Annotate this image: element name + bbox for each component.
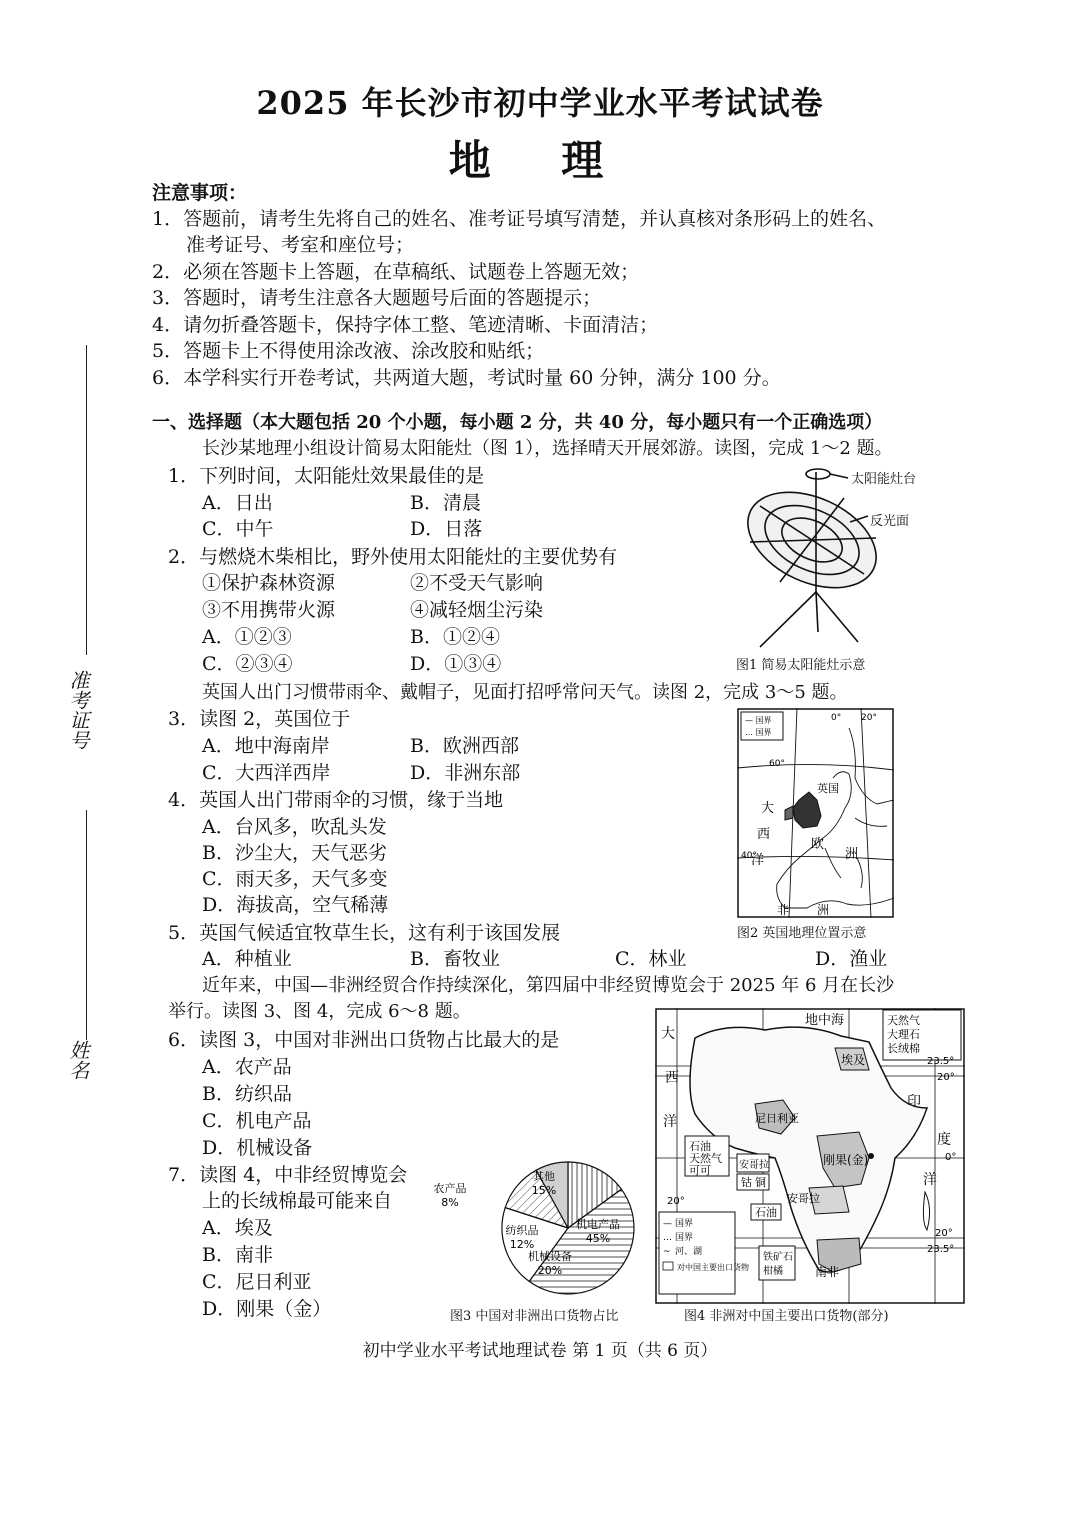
- option: C．中午: [202, 518, 274, 540]
- option: C．林业: [615, 948, 687, 970]
- legend-text: 河、湖: [675, 1247, 703, 1257]
- pie-label: 机电产品: [576, 1218, 620, 1231]
- nigeria-goods: 可可: [689, 1164, 711, 1177]
- option: ④减轻烟尘污染: [410, 599, 544, 621]
- pie-label: 纺织品: [505, 1224, 539, 1237]
- egypt-goods: 大理石: [887, 1028, 920, 1041]
- option: D．①③④: [410, 653, 502, 675]
- lat40-label: 40°: [741, 851, 757, 861]
- option: B．清晨: [410, 492, 481, 514]
- question-stem: 1．下列时间，太阳能灶效果最佳的是: [168, 465, 485, 487]
- uk-location-map: [737, 708, 894, 918]
- subject-title: 地 理: [448, 136, 632, 185]
- notice-item: 3．答题时，请考生注意各大题题号后面的答题提示；: [152, 287, 602, 309]
- option: B．南非: [202, 1244, 273, 1266]
- exam-number-label: 准考证号: [66, 670, 90, 750]
- pie-label: 45%: [585, 1232, 611, 1245]
- svg-text:—: —: [663, 1219, 672, 1229]
- option: ③不用携带火源: [202, 599, 336, 621]
- binding-line: [86, 345, 87, 655]
- fig4-caption: 图4 非洲对中国主要出口货物(部分): [684, 1309, 889, 1324]
- option: ①保护森林资源: [202, 572, 336, 594]
- egypt-goods: 长绒棉: [887, 1042, 920, 1055]
- notice-item: 6．本学科实行开卷考试，共两道大题，考试时量 60 分钟，满分 100 分。: [152, 367, 781, 389]
- indian-label: 度: [937, 1132, 951, 1148]
- option: D．日落: [410, 518, 483, 540]
- question-stem: 2．与燃烧木柴相比，野外使用太阳能灶的主要优势有: [168, 546, 618, 568]
- fig3-caption: 图3 中国对非洲出口货物占比: [450, 1309, 619, 1324]
- option: C．机电产品: [202, 1110, 312, 1132]
- option: ②不受天气影响: [410, 572, 544, 594]
- pie-label: 其他: [533, 1170, 555, 1183]
- notice-item: 准考证号、考室和座位号；: [186, 234, 415, 256]
- lat-label: 23.5°: [927, 1244, 955, 1255]
- lat-label: 0°: [945, 1152, 957, 1163]
- pie-label: 8%: [441, 1196, 459, 1209]
- ocean-label: 大: [761, 801, 775, 816]
- option: A．埃及: [202, 1217, 273, 1239]
- option: D．非洲东部: [410, 762, 521, 784]
- fig1-label-reflect: 反光面: [870, 514, 910, 529]
- lon-label: 20°: [667, 1196, 685, 1207]
- lat-label: 20°: [937, 1072, 955, 1083]
- zambia-goods: 铜: [755, 1176, 766, 1189]
- exam-title: 2025 年长沙市初中学业水平考试试卷: [256, 84, 824, 122]
- mediterranean-label: 地中海: [805, 1013, 845, 1028]
- legend-text: 对中国主要出口货物: [677, 1263, 749, 1272]
- fig1-label-stand: 太阳能灶台: [851, 472, 917, 487]
- option: C．大西洋西岸: [202, 762, 331, 784]
- nigeria-label: 尼日利亚: [755, 1112, 799, 1125]
- sa-goods: 柑橘: [763, 1266, 783, 1277]
- africa-export-map: [655, 1008, 965, 1304]
- intro-text: 长沙某地理小组设计简易太阳能灶（图 1），选择晴天开展郊游。读图，完成 1～2 题。: [202, 438, 893, 459]
- atlantic-label: 洋: [663, 1114, 677, 1130]
- option: B．纺织品: [202, 1083, 292, 1105]
- ocean-label: 洋: [751, 853, 765, 868]
- indian-label: 洋: [923, 1172, 937, 1188]
- question-stem: 4．英国人出门带雨伞的习惯，缘于当地: [168, 789, 504, 811]
- question-stem: 5．英国气候适宜牧草生长，这有利于该国发展: [168, 922, 561, 944]
- option: C．雨天多，天气多变: [202, 868, 388, 890]
- svg-text:— 国界: — 国界: [745, 716, 772, 725]
- drc-label: 刚果(金): [823, 1153, 869, 1167]
- lat-label: 20°: [935, 1228, 953, 1239]
- egypt-goods: 天然气: [887, 1014, 920, 1027]
- angola-goods: 石油: [755, 1206, 777, 1219]
- option: B．畜牧业: [410, 948, 500, 970]
- pie-label: 机械设备: [528, 1250, 572, 1263]
- europe-label: 洲: [845, 847, 859, 862]
- question-stem: 6．读图 3，中国对非洲出口货物占比最大的是: [168, 1029, 560, 1051]
- option: B．沙尘大，天气恶劣: [202, 842, 387, 864]
- uk-label: 英国: [817, 782, 839, 795]
- ocean-label: 西: [757, 827, 771, 842]
- lon0-label: 0°: [831, 713, 842, 723]
- intro-text: 近年来，中国—非洲经贸合作持续深化，第四届中非经贸博览会于 2025 年 6 月在长沙: [202, 975, 895, 996]
- fig1-caption: 图1 简易太阳能灶示意: [736, 658, 866, 673]
- option: D．机械设备: [202, 1137, 313, 1159]
- option: B．欧洲西部: [410, 735, 519, 757]
- sa-goods: 铁矿石: [763, 1252, 793, 1263]
- intro-text: 举行。读图 3、图 4，完成 6～8 题。: [168, 1001, 471, 1022]
- name-label: 姓名: [66, 1040, 90, 1080]
- option: A．农产品: [202, 1056, 292, 1078]
- nigeria-goods: 石油: [689, 1140, 711, 1153]
- solar-cooker-figure: [730, 462, 930, 662]
- export-pie-chart: [433, 1158, 650, 1300]
- page-footer: 初中学业水平考试地理试卷 第 1 页（共 6 页）: [362, 1341, 718, 1361]
- notice-item: 1．答题前，请考生先将自己的姓名、准考证号填写清楚，并认真核对条形码上的姓名、: [152, 208, 887, 230]
- binding-line: [86, 810, 87, 1040]
- legend-text: 国界: [675, 1219, 694, 1229]
- svg-text:~: ~: [663, 1247, 671, 1257]
- notice-item: 5．答题卡上不得使用涂改液、涂改胶和贴纸；: [152, 340, 545, 362]
- europe-label: 欧: [811, 837, 825, 852]
- notice-item: 4．请勿折叠答题卡，保持字体工整、笔迹清晰、卡面清洁；: [152, 314, 659, 336]
- indian-label: 印: [907, 1094, 921, 1110]
- lat-label: 23.5°: [927, 1056, 955, 1067]
- notice-heading: 注意事项：: [152, 182, 248, 204]
- zambia-goods: 钴: [741, 1176, 752, 1189]
- pie-label: 农产品: [433, 1182, 467, 1195]
- fig2-caption: 图2 英国地理位置示意: [737, 926, 867, 941]
- option: A．①②③: [202, 626, 292, 648]
- option: B．①②④: [410, 626, 500, 648]
- option: A．台风多，吹乱头发: [202, 816, 387, 838]
- intro-text: 英国人出门习惯带雨伞、戴帽子，见面打招呼常问天气。读图 2，完成 3～5 题。: [202, 682, 848, 703]
- option: A．种植业: [202, 948, 292, 970]
- southafrica-label: 南非: [815, 1265, 840, 1279]
- angola-label: 安哥拉: [787, 1192, 820, 1205]
- option: A．地中海南岸: [202, 735, 330, 757]
- svg-text:… 国界: … 国界: [745, 728, 772, 737]
- question-stem: 7．读图 4，中非经贸博览会: [168, 1164, 408, 1186]
- notice-item: 2．必须在答题卡上答题，在草稿纸、试题卷上答题无效；: [152, 261, 640, 283]
- lat60-label: 60°: [769, 759, 785, 769]
- option: A．日出: [202, 492, 273, 514]
- option: D．渔业: [815, 948, 888, 970]
- africa-label: 洲: [817, 903, 830, 917]
- africa-label: 非: [777, 903, 790, 917]
- option: D．刚果（金）: [202, 1298, 332, 1320]
- question-stem: 3．读图 2，英国位于: [168, 708, 351, 730]
- option: D．海拔高，空气稀薄: [202, 894, 389, 916]
- question-stem: 上的长绒棉最可能来自: [202, 1190, 393, 1212]
- pie-label: 20%: [537, 1264, 563, 1277]
- egypt-label: 埃及: [841, 1053, 866, 1067]
- pie-label: 15%: [531, 1184, 557, 1197]
- option: C．②③④: [202, 653, 293, 675]
- nigeria-goods: 天然气: [689, 1152, 722, 1165]
- lon20-label: 20°: [861, 713, 877, 723]
- atlantic-label: 西: [665, 1070, 679, 1086]
- angola-label: 安哥拉: [739, 1160, 769, 1171]
- legend-text: 国界: [675, 1233, 694, 1243]
- pie-label: 12%: [509, 1238, 535, 1251]
- option: C．尼日利亚: [202, 1271, 312, 1293]
- atlantic-label: 大: [661, 1026, 675, 1042]
- svg-text:…: …: [663, 1233, 672, 1243]
- section-heading: 一、选择题（本大题包括 20 个小题，每小题 2 分，共 40 分，每小题只有一个正确选项）: [152, 412, 883, 433]
